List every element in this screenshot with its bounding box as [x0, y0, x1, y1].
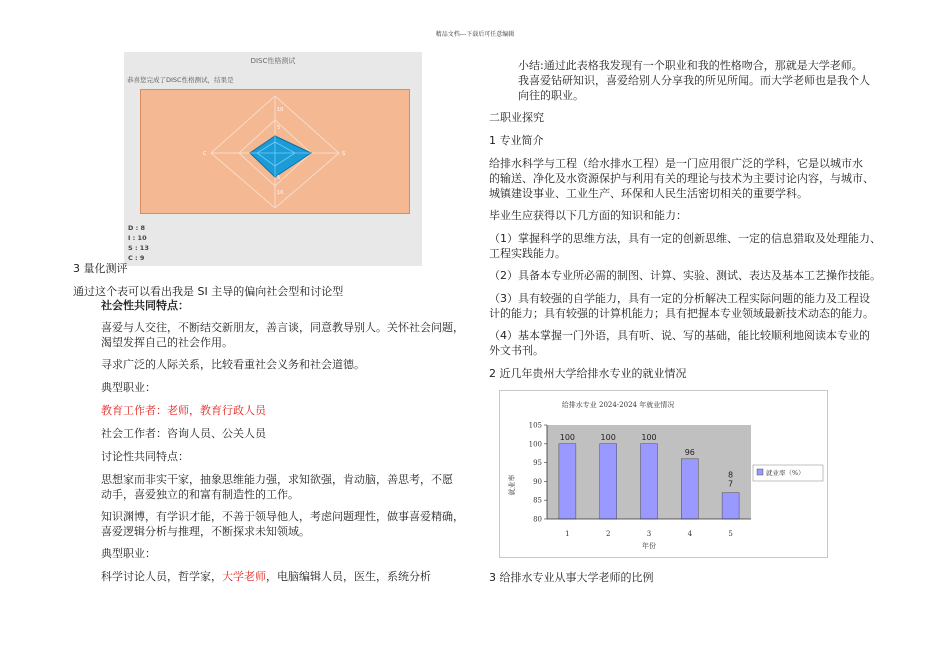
bar-data-label: 8 — [728, 470, 734, 480]
page-header: 精品文档---下载后可任意编辑 — [435, 31, 515, 38]
radar-axis-label-left: C — [203, 151, 207, 157]
bar — [641, 444, 658, 519]
radar-tick: 5 — [277, 125, 281, 131]
x-tick-label: 4 — [687, 530, 693, 538]
y-tick-label: 95 — [533, 459, 542, 468]
discuss-heading: 讨论性共同特点： — [101, 450, 189, 463]
major-intro-line-1: 给排水科学与工程（给水排水工程）是一门应用很广泛的学科，它是以城市水 — [489, 157, 863, 170]
bar-data-label: 7 — [728, 479, 734, 489]
social-heading: 社会性共同特点： — [101, 299, 189, 312]
summary-line-2: 我喜爱钻研知识，喜爱给别人分享我的所见所闻。而大学老师也是我个人 — [518, 74, 870, 87]
radar-tick: 10 — [277, 190, 284, 196]
bar — [559, 444, 576, 519]
disc-score-i: I : 10 — [128, 234, 147, 242]
disc-score-c: C : 9 — [128, 254, 145, 262]
careers-part-b: ，电脑编辑人员，医生，系统分析 — [266, 570, 431, 583]
bar — [600, 444, 617, 519]
radar-axis-label-right: S — [342, 151, 346, 157]
discuss-paragraph-1-cont: 动手，喜爱独立的和富有制造性的工作。 — [101, 488, 299, 501]
bar-data-label: 96 — [684, 447, 695, 457]
x-tick-label: 1 — [565, 530, 570, 538]
radar-tick: 10 — [277, 107, 284, 113]
research-careers — [101, 569, 431, 584]
y-tick-label: 105 — [528, 421, 542, 430]
legend-swatch — [757, 469, 763, 475]
careers-highlight: 大学老师 — [222, 570, 266, 583]
subheading-employment: 2 近几年贵州大学给排水专业的就业情况 — [489, 367, 687, 380]
social-paragraph-1: 喜爱与人交往，不断结交新朋友，善言谈，同意教导别人。关怀社会问题， — [101, 321, 464, 334]
discuss-paragraph-2: 知识渊博，有学识才能，不善于领导他人，考虑问题理性，做事喜爱精确， — [101, 510, 464, 523]
disc-subtitle: 恭喜您完成了DISC性格测试，结果是 — [127, 76, 234, 84]
disc-result-image — [124, 52, 422, 266]
x-tick-label: 3 — [646, 530, 652, 538]
disc-score-d: D : 8 — [128, 224, 146, 232]
subheading-major-intro: 1 专业简介 — [489, 134, 544, 147]
employment-bar-chart — [500, 391, 827, 557]
major-intro-line-3: 城镇建设事业、工业生产、环保和人民生活密切相关的重要学科。 — [489, 187, 808, 200]
y-tick-label: 100 — [528, 440, 542, 449]
intro-line: 通过这个表可以看出我是 SI 主导的偏向社会型和讨论型 — [73, 285, 344, 298]
summary-line-1: 小结:通过此表格我发现有一个职业和我的性格吻合，那就是大学老师。 — [518, 59, 863, 72]
disc-score-s: S : 13 — [128, 244, 149, 252]
section-heading-quant: 3 量化测评 — [73, 262, 128, 275]
discuss-paragraph-1: 思想家而非实干家，抽象思维能力强，求知欲强，肯动脑，善思考，不愿 — [101, 473, 453, 486]
bar — [722, 493, 739, 519]
bar-data-label: 100 — [641, 432, 657, 442]
social-paragraph-1-cont: 渴望发挥自己的社会作用。 — [101, 336, 233, 349]
radar-tick: 5 — [277, 175, 281, 181]
chart-y-axis-label: 就业率 — [508, 474, 516, 496]
section-heading-career: 二职业探究 — [489, 111, 544, 124]
typical-careers-heading-2: 典型职业： — [101, 547, 156, 560]
bar-data-label: 100 — [600, 432, 616, 442]
bar-data-label: 100 — [559, 432, 576, 442]
typical-careers-heading-1: 典型职业： — [101, 381, 156, 394]
employment-chart — [499, 390, 828, 558]
y-tick-label: 80 — [533, 515, 542, 524]
requirement-1-cont: 工程实践能力。 — [489, 247, 566, 260]
chart-title: 给排水专业 2024-2024 年就业情况 — [561, 401, 675, 409]
careers-part-a: 科学讨论人员，哲学家， — [101, 570, 222, 583]
requirement-2: （2）具备本专业所必需的制图、计算、实验、测试、表达及基本工艺操作技能。 — [489, 269, 881, 282]
bar — [681, 459, 698, 519]
summary-line-3: 向往的职业。 — [518, 89, 584, 102]
social-worker-careers: 社会工作者：咨询人员、公关人员 — [101, 427, 266, 440]
social-paragraph-2: 寻求广泛的人际关系，比较看重社会义务和社会道德。 — [101, 358, 365, 371]
chart-legend — [753, 465, 823, 481]
requirement-1: （1）掌握科学的思维方法，具有一定的创新思维、一定的信息猎取及处理能力、 — [489, 232, 881, 245]
requirement-3-cont: 计的能力；具有较强的计算机能力；具有把握本专业领域最新技术动态的能力。 — [489, 307, 874, 320]
requirement-3: （3）具有较强的自学能力，具有一定的分析解决工程实际问题的能力及工程设 — [489, 292, 870, 305]
subheading-teacher-ratio: 3 给排水专业从事大学老师的比例 — [489, 571, 654, 584]
disc-title: DISC性格测试 — [250, 57, 296, 65]
discuss-paragraph-2-cont: 喜爱逻辑分析与推理，不断探求未知领域。 — [101, 525, 310, 538]
education-careers: 教育工作者：老师，教育行政人员 — [101, 404, 266, 417]
disc-radar-chart — [141, 90, 409, 213]
y-tick-label: 85 — [533, 496, 542, 505]
x-tick-label: 5 — [728, 530, 733, 538]
requirement-4: （4）基本掌握一门外语，具有听、说、写的基础，能比较顺利地阅读本专业的 — [489, 329, 870, 342]
chart-x-axis-label: 年份 — [642, 542, 656, 550]
graduate-requirements: 毕业生应获得以下几方面的知识和能力： — [489, 209, 687, 222]
disc-radar-panel — [140, 89, 410, 214]
legend-label: 就业率（%） — [766, 469, 805, 477]
requirement-4-cont: 外文书刊。 — [489, 344, 544, 357]
major-intro-line-2: 的输送、净化及水资源保护与利用有关的理论与技术为主要讨论内容，与城市、 — [489, 172, 874, 185]
x-tick-label: 2 — [605, 530, 611, 538]
y-tick-label: 90 — [533, 477, 542, 486]
